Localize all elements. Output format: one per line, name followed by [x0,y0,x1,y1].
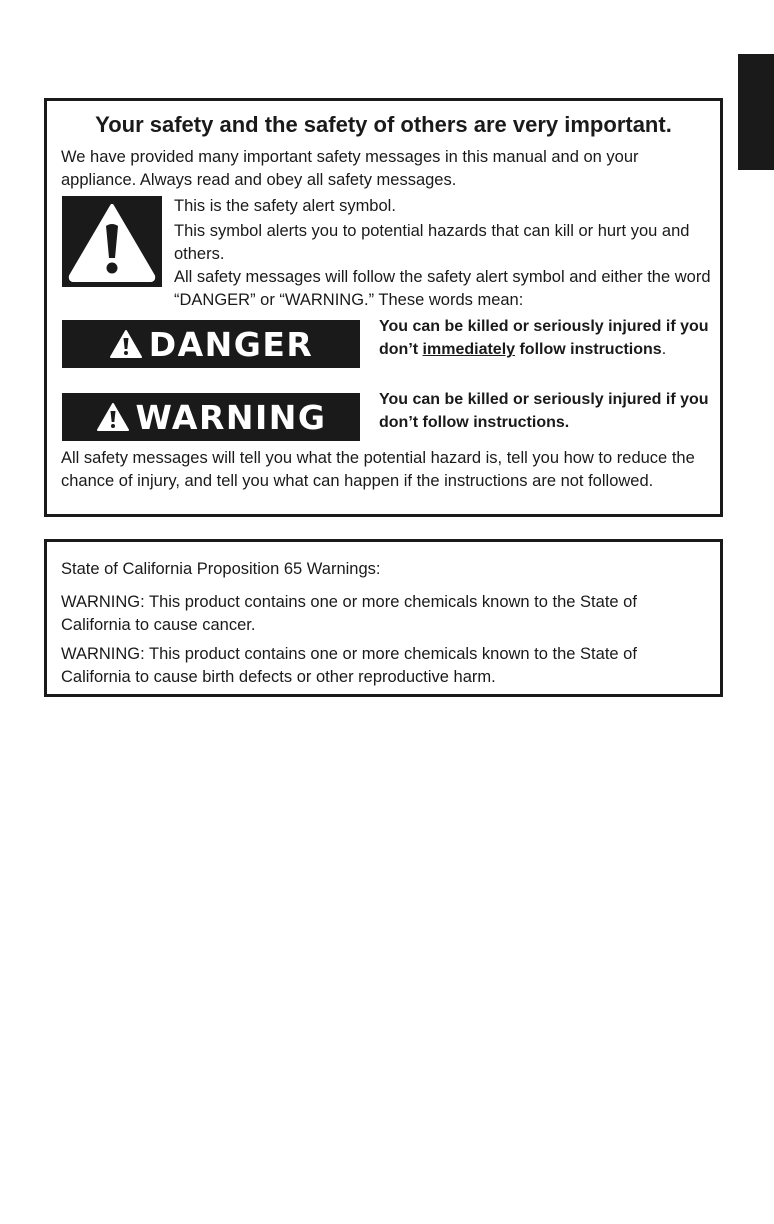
safety-intro: We have provided many important safety messages in this manual and on your appliance. Always read and obey all safety messages. [61,148,639,189]
prop65-box [44,539,723,697]
safety-box [44,98,723,517]
alert-triangle-icon [96,402,130,432]
danger-label-text: DANGER [148,324,314,364]
safety-title: Your safety and the safety of others are very important. [95,112,672,137]
section-tab-marker [738,54,774,170]
warning-meaning: You can be killed or seriously injured if you don’t follow instructions. [379,391,709,431]
prop65-heading: State of California Proposition 65 Warnings: [61,560,381,578]
alert-triangle-icon [109,329,143,359]
symbol-description-2: This symbol alerts you to potential hazards that can kill or hurt you and others. [174,222,690,263]
warning-label-text: WARNING [135,397,327,437]
danger-signal-label [62,320,360,368]
symbol-description-1: This is the safety alert symbol. [174,197,396,215]
prop65-warning-reproductive: WARNING: This product contains one or more chemicals known to the State of California to cause birth defects or other reproductive harm. [61,645,637,686]
safety-outro: All safety messages will tell you what the potential hazard is, tell you how to reduce the chance of injury, and tell you what can happen if the instructions are not followed. [61,449,695,490]
prop65-warning-cancer: WARNING: This product contains one or more chemicals known to the State of California to cause cancer. [61,593,637,634]
safety-alert-icon [62,196,162,287]
warning-signal-label [62,393,360,441]
danger-meaning: You can be killed or seriously injured if you don’t immediately follow instructions. [379,318,709,358]
symbol-description-3: All safety messages will follow the safety alert symbol and either the word “DANGER” or “WARNING.” These words mean: [174,268,711,309]
